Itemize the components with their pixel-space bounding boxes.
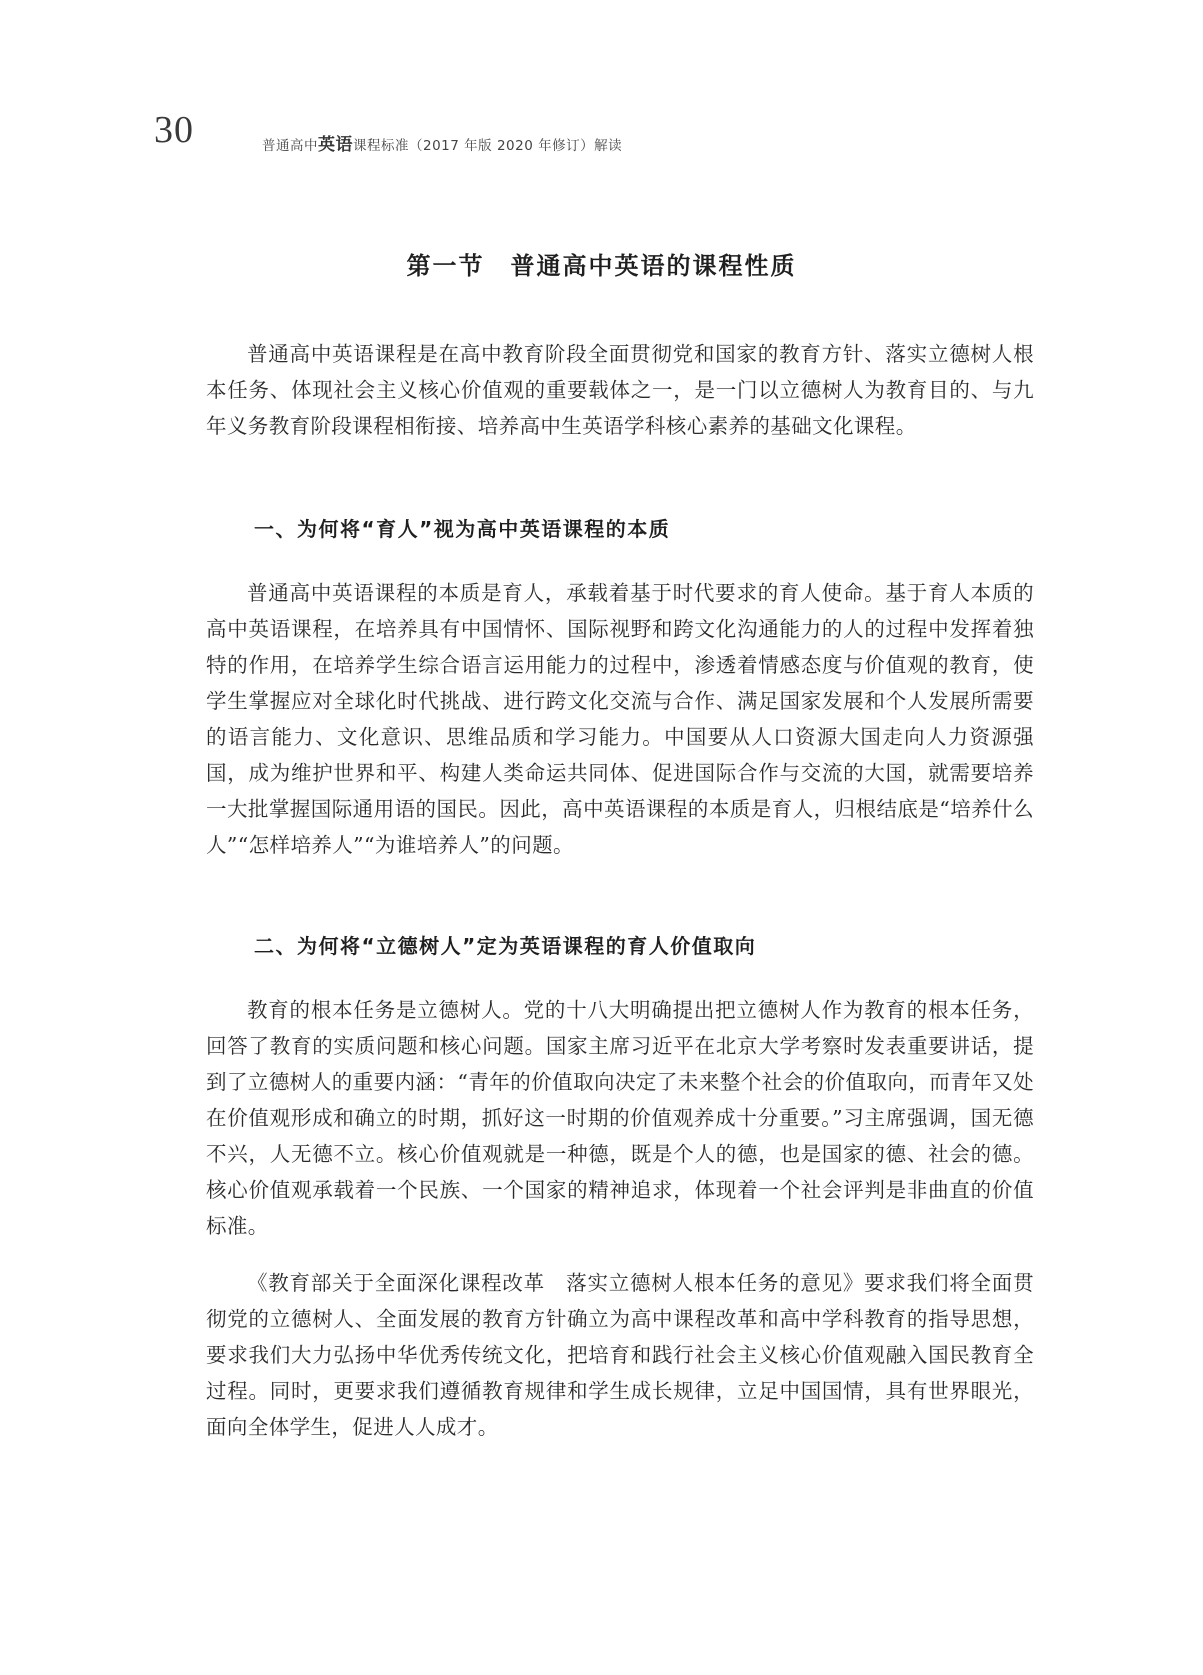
page-number: 30 bbox=[154, 109, 194, 151]
running-header-emphasis: 英语 bbox=[318, 135, 353, 155]
subsection-2-heading: 二、为何将“立德树人”定为英语课程的育人价值取向 bbox=[254, 934, 757, 958]
section-title: 第一节 普通高中英语的课程性质 bbox=[406, 252, 797, 280]
subsection-1-heading: 一、为何将“育人”视为高中英语课程的本质 bbox=[254, 517, 671, 541]
running-header-prefix: 普通高中 bbox=[262, 138, 318, 154]
intro-paragraph: 普通高中英语课程是在高中教育阶段全面贯彻党和国家的教育方针、落实立德树人根本任务、体现社会主义核心价值观的重要载体之一，是一门以立德树人为教育目的、与九年义务教育阶段课程相衔接、培养高中生英语学科核心素养的基础文化课程。 bbox=[206, 342, 1034, 438]
subsection-1-paragraph: 普通高中英语课程的本质是育人，承载着基于时代要求的育人使命。基于育人本质的高中英语课程，在培养具有中国情怀、国际视野和跨文化沟通能力的人的过程中发挥着独特的作用，在培养学生综合语言运用能力的过程中，渗透着情感态度与价值观的教育，使学生掌握应对全球化时代挑战、进行跨文化交流与合作、满足国家发展和个人发展所需要的语言能力、文化意识、思维品质和学习能力。中国要从人口资源大国走向人力资源强国，成为维护世界和平、构建人类命运共同体、促进国际合作与交流的大国，就需要培养一大批掌握国际通用语的国民。因此，高中英语课程的本质是育人，归根结底是“培养什么人”“怎样培养人”“为谁培养人”的问题。 bbox=[206, 581, 1034, 857]
subsection-2-paragraph-2: 《教育部关于全面深化课程改革 落实立德树人根本任务的意见》要求我们将全面贯彻党的立德树人、全面发展的教育方针确立为高中课程改革和高中学科教育的指导思想，要求我们大力弘扬中华优秀传统文化，把培育和践行社会主义核心价值观融入国民教育全过程。同时，更要求我们遵循教育规律和学生成长规律，立足中国国情，具有世界眼光，面向全体学生，促进人人成才。 bbox=[206, 1271, 1034, 1439]
subsection-2-paragraph-1: 教育的根本任务是立德树人。党的十八大明确提出把立德树人作为教育的根本任务，回答了教育的实质问题和核心问题。国家主席习近平在北京大学考察时发表重要讲话，提到了立德树人的重要内涵：“青年的价值取向决定了未来整个社会的价值取向，而青年又处在价值观形成和确立的时期，抓好这一时期的价值观养成十分重要。”习主席强调，国无德不兴，人无德不立。核心价值观就是一种德，既是个人的德，也是国家的德、社会的德。核心价值观承载着一个民族、一个国家的精神追求，体现着一个社会评判是非曲直的价值标准。 bbox=[206, 998, 1034, 1238]
running-header-suffix: 课程标准（2017 年版 2020 年修订）解读 bbox=[353, 138, 623, 154]
running-header bbox=[262, 130, 622, 155]
